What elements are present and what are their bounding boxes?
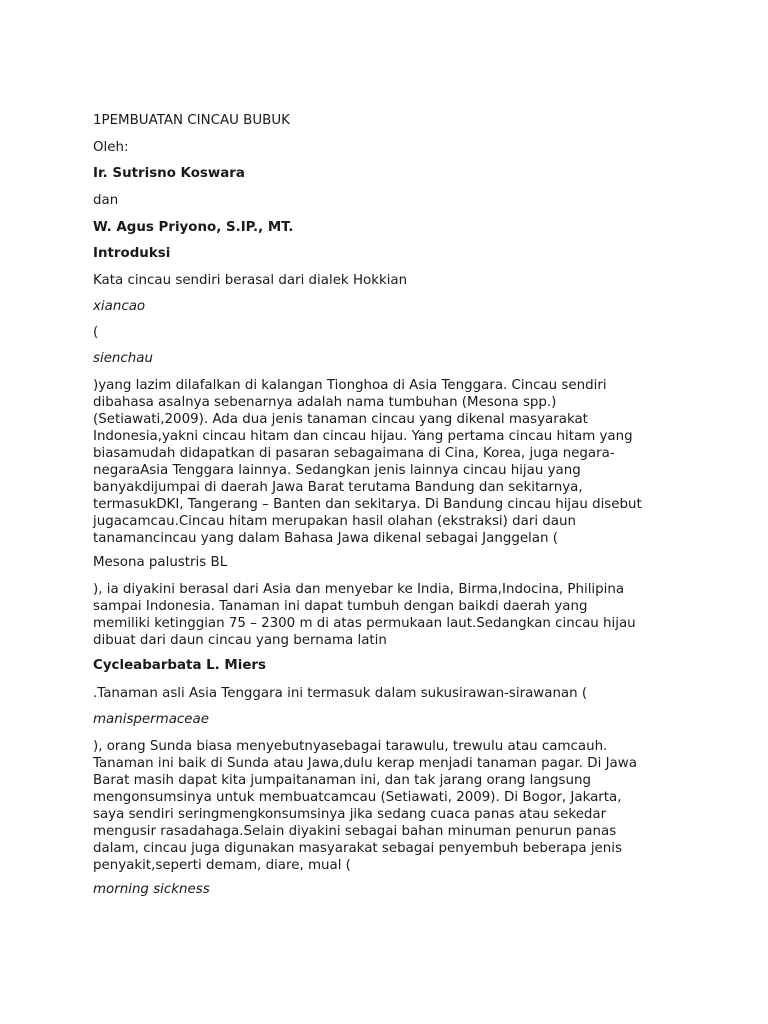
species-mesona: Mesona palustris BL <box>93 555 228 570</box>
and-label: dan <box>93 193 119 208</box>
paragraph-line: termasukDKI, Tangerang – Banten dan sekitarya. Di Bandung cincau hijau disebut <box>93 497 642 512</box>
author-name-2: W. Agus Priyono, S.IP., MT. <box>93 220 294 235</box>
section-heading: Introduksi <box>93 246 171 261</box>
paragraph-line: dalam, cincau juga digunakan masyarakat sebagai penyembuh beberapa jenis <box>93 841 622 856</box>
paragraph-line: mengonsumsinya untuk membuatcamcau (Setiawati, 2009). Di Bogor, Jakarta, <box>93 790 622 805</box>
paragraph-line: Indonesia,yakni cincau hitam dan cincau hijau. Yang pertama cincau hitam yang <box>93 429 633 444</box>
paragraph-1 <box>93 377 642 547</box>
term-xiancao: xiancao <box>93 299 146 314</box>
paragraph-line: banyakdijumpai di daerah Jawa Barat terutama Bandung dan sekitarnya, <box>93 480 583 495</box>
paragraph-line: dibuat dari daun cincau yang bernama latin <box>93 633 387 648</box>
by-label: Oleh: <box>93 140 129 155</box>
paragraph-line: ), ia diyakini berasal dari Asia dan menyebar ke India, Birma,Indocina, Philipina <box>93 582 625 597</box>
paragraph-line: sampai Indonesia. Tanaman ini dapat tumbuh dengan baikdi daerah yang <box>93 599 588 614</box>
paragraph-line: biasamudah didapatkan di pasaran sebagaimana di Cina, Korea, juga negara- <box>93 446 615 461</box>
paragraph-line: mengusir rasadahaga.Selain diyakini sebagai bahan minuman penurun panas <box>93 824 617 839</box>
species-cyclea: Cycleabarbata L. Miers <box>93 658 266 673</box>
paragraph-line: memiliki ketinggian 75 – 2300 m di atas permukaan laut.Sedangkan cincau hijau <box>93 616 636 631</box>
author-name-1: Ir. Sutrisno Koswara <box>93 166 245 181</box>
paragraph-line: Tanaman ini baik di Sunda atau Jawa,dulu kerap menjadi tanaman pagar. Di Jawa <box>93 756 637 771</box>
term-morning-sickness: morning sickness <box>93 882 210 897</box>
document-title: 1PEMBUATAN CINCAU BUBUK <box>93 113 290 128</box>
paragraph-line: Barat masih dapat kita jumpaitanaman ini, dan tak jarang orang langsung <box>93 773 591 788</box>
paragraph-line: saya sendiri seringmengkonsumsinya jika sedang cuaca panas atau sekedar <box>93 807 607 822</box>
paragraph-line: ), orang Sunda biasa menyebutnyasebagai tarawulu, trewulu atau camcauh. <box>93 739 608 754</box>
family-name: manispermaceae <box>93 712 209 727</box>
paragraph-line: jugacamcau.Cincau hitam merupakan hasil olahan (ekstraksi) dari daun <box>93 514 576 529</box>
paragraph-line: (Setiawati,2009). Ada dua jenis tanaman cincau yang dikenal masyarakat <box>93 412 588 427</box>
paragraph-line: negaraAsia Tenggara lainnya. Sedangkan jenis lainnya cincau hijau yang <box>93 463 581 478</box>
paragraph-line: dibahasa asalnya sebenarnya adalah nama tumbuhan (Mesona spp.) <box>93 395 557 410</box>
term-sienchau: sienchau <box>93 351 153 366</box>
intro-line: Kata cincau sendiri berasal dari dialek Hokkian <box>93 273 408 288</box>
paragraph-4 <box>93 738 637 874</box>
paragraph-3: .Tanaman asli Asia Tenggara ini termasuk dalam sukusirawan-sirawanan ( <box>93 686 588 701</box>
paragraph-line: penyakit,seperti demam, diare, mual ( <box>93 858 351 873</box>
open-parenthesis: ( <box>93 325 99 340</box>
paragraph-2 <box>93 581 636 649</box>
paragraph-line: tanamancincau yang dalam Bahasa Jawa dikenal sebagai Janggelan ( <box>93 531 558 546</box>
paragraph-line: )yang lazim dilafalkan di kalangan Tionghoa di Asia Tenggara. Cincau sendiri <box>93 378 607 393</box>
